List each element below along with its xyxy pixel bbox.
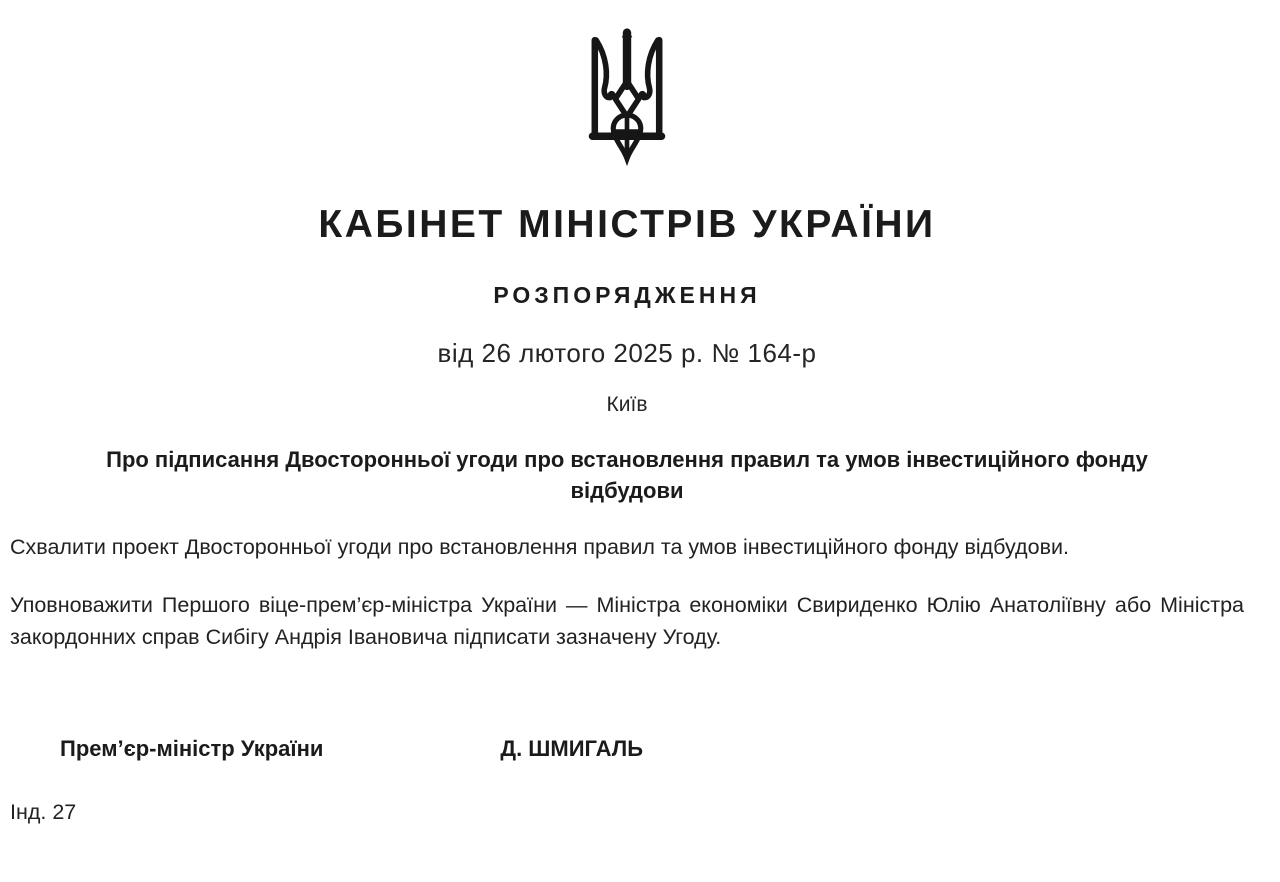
signer-position: Прем’єр-міністр України — [60, 736, 324, 762]
ukraine-trident-icon — [584, 28, 670, 168]
signer-name: Д. ШМИГАЛЬ — [500, 736, 644, 762]
paragraph-authorization: Уповноважити Першого віце-прем’єр-міністра України — Міністра економіки Свириденко Юлію Анатоліївну або Міністра закордонних справ Сибігу Андрія Івановича підписати зазначену Угоду. — [10, 593, 1244, 650]
doc-title: Про підписання Двосторонньої угоди про встановлення правил та умов інвестиційного фонду відбудови — [106, 447, 1148, 504]
doc-type-heading: РОЗПОРЯДЖЕННЯ — [493, 281, 761, 308]
index-note: Інд. 27 — [10, 799, 77, 824]
doc-city: Київ — [606, 393, 648, 417]
emblem-container — [10, 0, 1244, 173]
doc-date-number: від 26 лютого 2025 р. № 164-р — [437, 338, 817, 369]
signature-row — [10, 737, 1244, 761]
org-name-heading: КАБІНЕТ МІНІСТРІВ УКРАЇНИ — [318, 203, 936, 246]
paragraph-approval: Схвалити проект Двосторонньої угоди про встановлення правил та умов інвестиційного фонду відбудови. — [10, 535, 1069, 560]
